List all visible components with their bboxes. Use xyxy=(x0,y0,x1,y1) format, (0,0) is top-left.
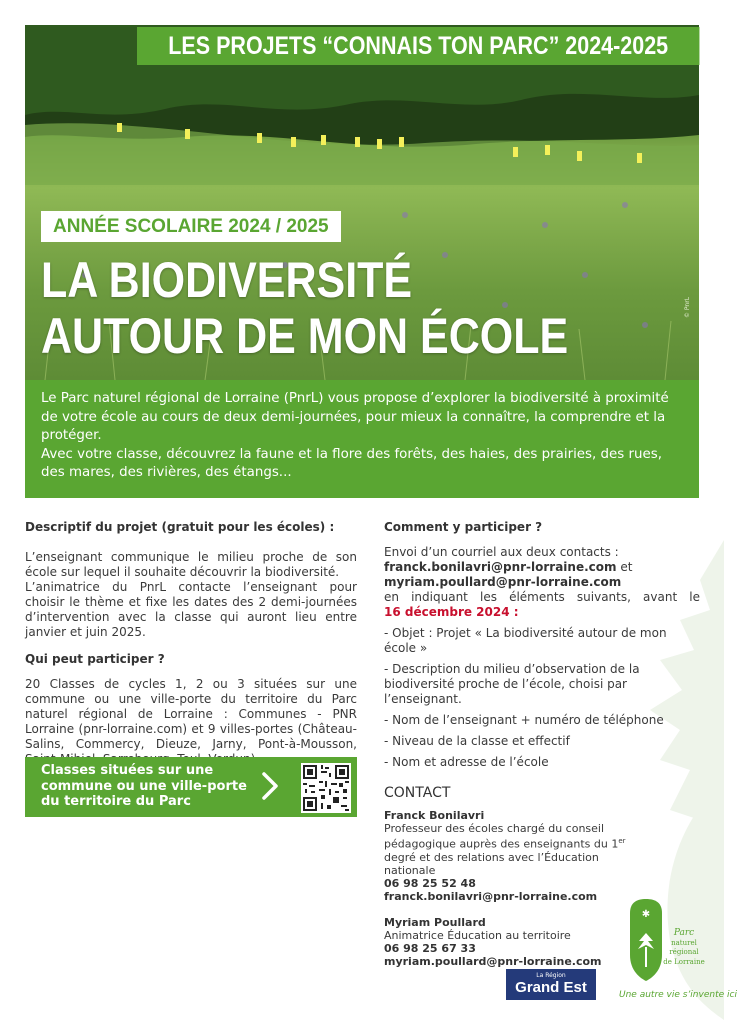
description-heading: Descriptif du projet (gratuit pour les écoles) : xyxy=(25,520,335,534)
svg-text:✱: ✱ xyxy=(641,909,651,920)
contact-email[interactable]: myriam.poullard@pnr-lorraine.com xyxy=(384,954,602,968)
photo-credit: © PnrL xyxy=(684,296,691,318)
email-link-2[interactable]: myriam.poullard@pnr-lorraine.com xyxy=(384,575,622,589)
description-paragraph-2: L’animatrice du PnrL contacte l’enseignant pour choisir le thème et fixe les dates des 2 demi-journées d’intervention avec la classe qui auront lieu entre janvier et juin 2025. xyxy=(25,580,357,639)
list-item-level: - Niveau de la classe et effectif xyxy=(384,734,570,748)
contact-name: Franck Bonilavri xyxy=(384,809,485,822)
svg-text:Parc: Parc xyxy=(673,928,695,938)
indicate-text: en indiquant les éléments suivants, avant le xyxy=(384,590,700,604)
description-paragraph-1: L’enseignant communique le milieu proche de son école sur lequel il souhaite découvrir la biodiversité. xyxy=(25,550,357,579)
title-line-1: LA BIODIVERSITÉ xyxy=(41,252,413,308)
svg-text:régional: régional xyxy=(669,948,699,956)
chevron-right-icon xyxy=(261,771,279,801)
contact-heading: CONTACT xyxy=(384,785,451,801)
left-column xyxy=(25,520,357,767)
email-link-1[interactable]: franck.bonilavri@pnr-lorraine.com xyxy=(384,560,617,574)
list-item-subject: - Objet : Projet « La biodiversité autour de mon école » xyxy=(384,626,667,655)
who-heading: Qui peut participer ? xyxy=(25,652,165,666)
svg-text:de Lorraine: de Lorraine xyxy=(663,958,705,966)
contact-role: Animatrice Éducation au territoire xyxy=(384,928,571,942)
svg-text:naturel: naturel xyxy=(671,939,697,947)
contact-role: Professeur des écoles chargé du conseil pédagogique auprès des enseignants du 1er degré et des relations avec l’Éducation nationale xyxy=(384,822,626,877)
school-year-badge: ANNÉE SCOLAIRE 2024 / 2025 xyxy=(41,211,341,242)
projects-banner: LES PROJETS “CONNAIS TON PARC” 2024-2025 xyxy=(137,27,699,65)
how-heading: Comment y participer ? xyxy=(384,520,543,534)
cta-label: Classes situées sur une commune ou une ville-porte du territoire du Parc xyxy=(41,763,247,809)
who-paragraph: 20 Classes de cycles 1, 2 ou 3 situées sur une commune ou une ville-porte du territoire du Parc naturel régional de Lorraine : Communes - PNR Lorraine (pnr-lorraine.com) et 9 villes-portes (Château-Salins, Commercy, Dieuze, Jarny, Pont-à-Mousson, xyxy=(25,677,357,751)
region-grand-est-logo: La Région Grand Est xyxy=(506,969,596,1000)
page-title xyxy=(41,252,568,364)
pnr-lorraine-logo xyxy=(622,895,705,995)
contact-phone[interactable]: 06 98 25 67 33 xyxy=(384,941,476,955)
contact-phone[interactable]: 06 98 25 52 48 xyxy=(384,876,476,890)
contact-email[interactable]: franck.bonilavri@pnr-lorraine.com xyxy=(384,889,598,903)
how-intro: Envoi d’un courriel aux deux contacts : xyxy=(384,545,619,559)
intro-box xyxy=(25,380,699,498)
list-item-school: - Nom et adresse de l’école xyxy=(384,755,549,769)
intro-paragraph-2: Avec votre classe, découvrez la faune et la flore des forêts, des haies, des prairies, des rues, des mares, des rivières, des étangs... xyxy=(41,446,662,481)
contact-franck xyxy=(384,809,700,903)
list-item-teacher: - Nom de l’enseignant + numéro de téléphone xyxy=(384,713,664,727)
qr-code-icon[interactable] xyxy=(301,763,351,813)
title-line-2: AUTOUR DE MON ÉCOLE xyxy=(41,308,569,364)
pnr-slogan: Une autre vie s’invente ici xyxy=(619,990,737,1000)
and-text: et xyxy=(616,560,633,574)
list-item-description: - Description du milieu d’observation de la biodiversité proche de l’école, choisi par l’enseignant. xyxy=(384,662,640,706)
deadline-date: 16 décembre 2024 : xyxy=(384,605,519,619)
contact-name: Myriam Poullard xyxy=(384,915,486,929)
intro-paragraph-1: Le Parc naturel régional de Lorraine (PnrL) vous propose d’explorer la biodiversité à proximité de votre école au cours de deux demi-journées, pour mieux la connaître, la comprendre et la protéger. xyxy=(41,391,669,444)
